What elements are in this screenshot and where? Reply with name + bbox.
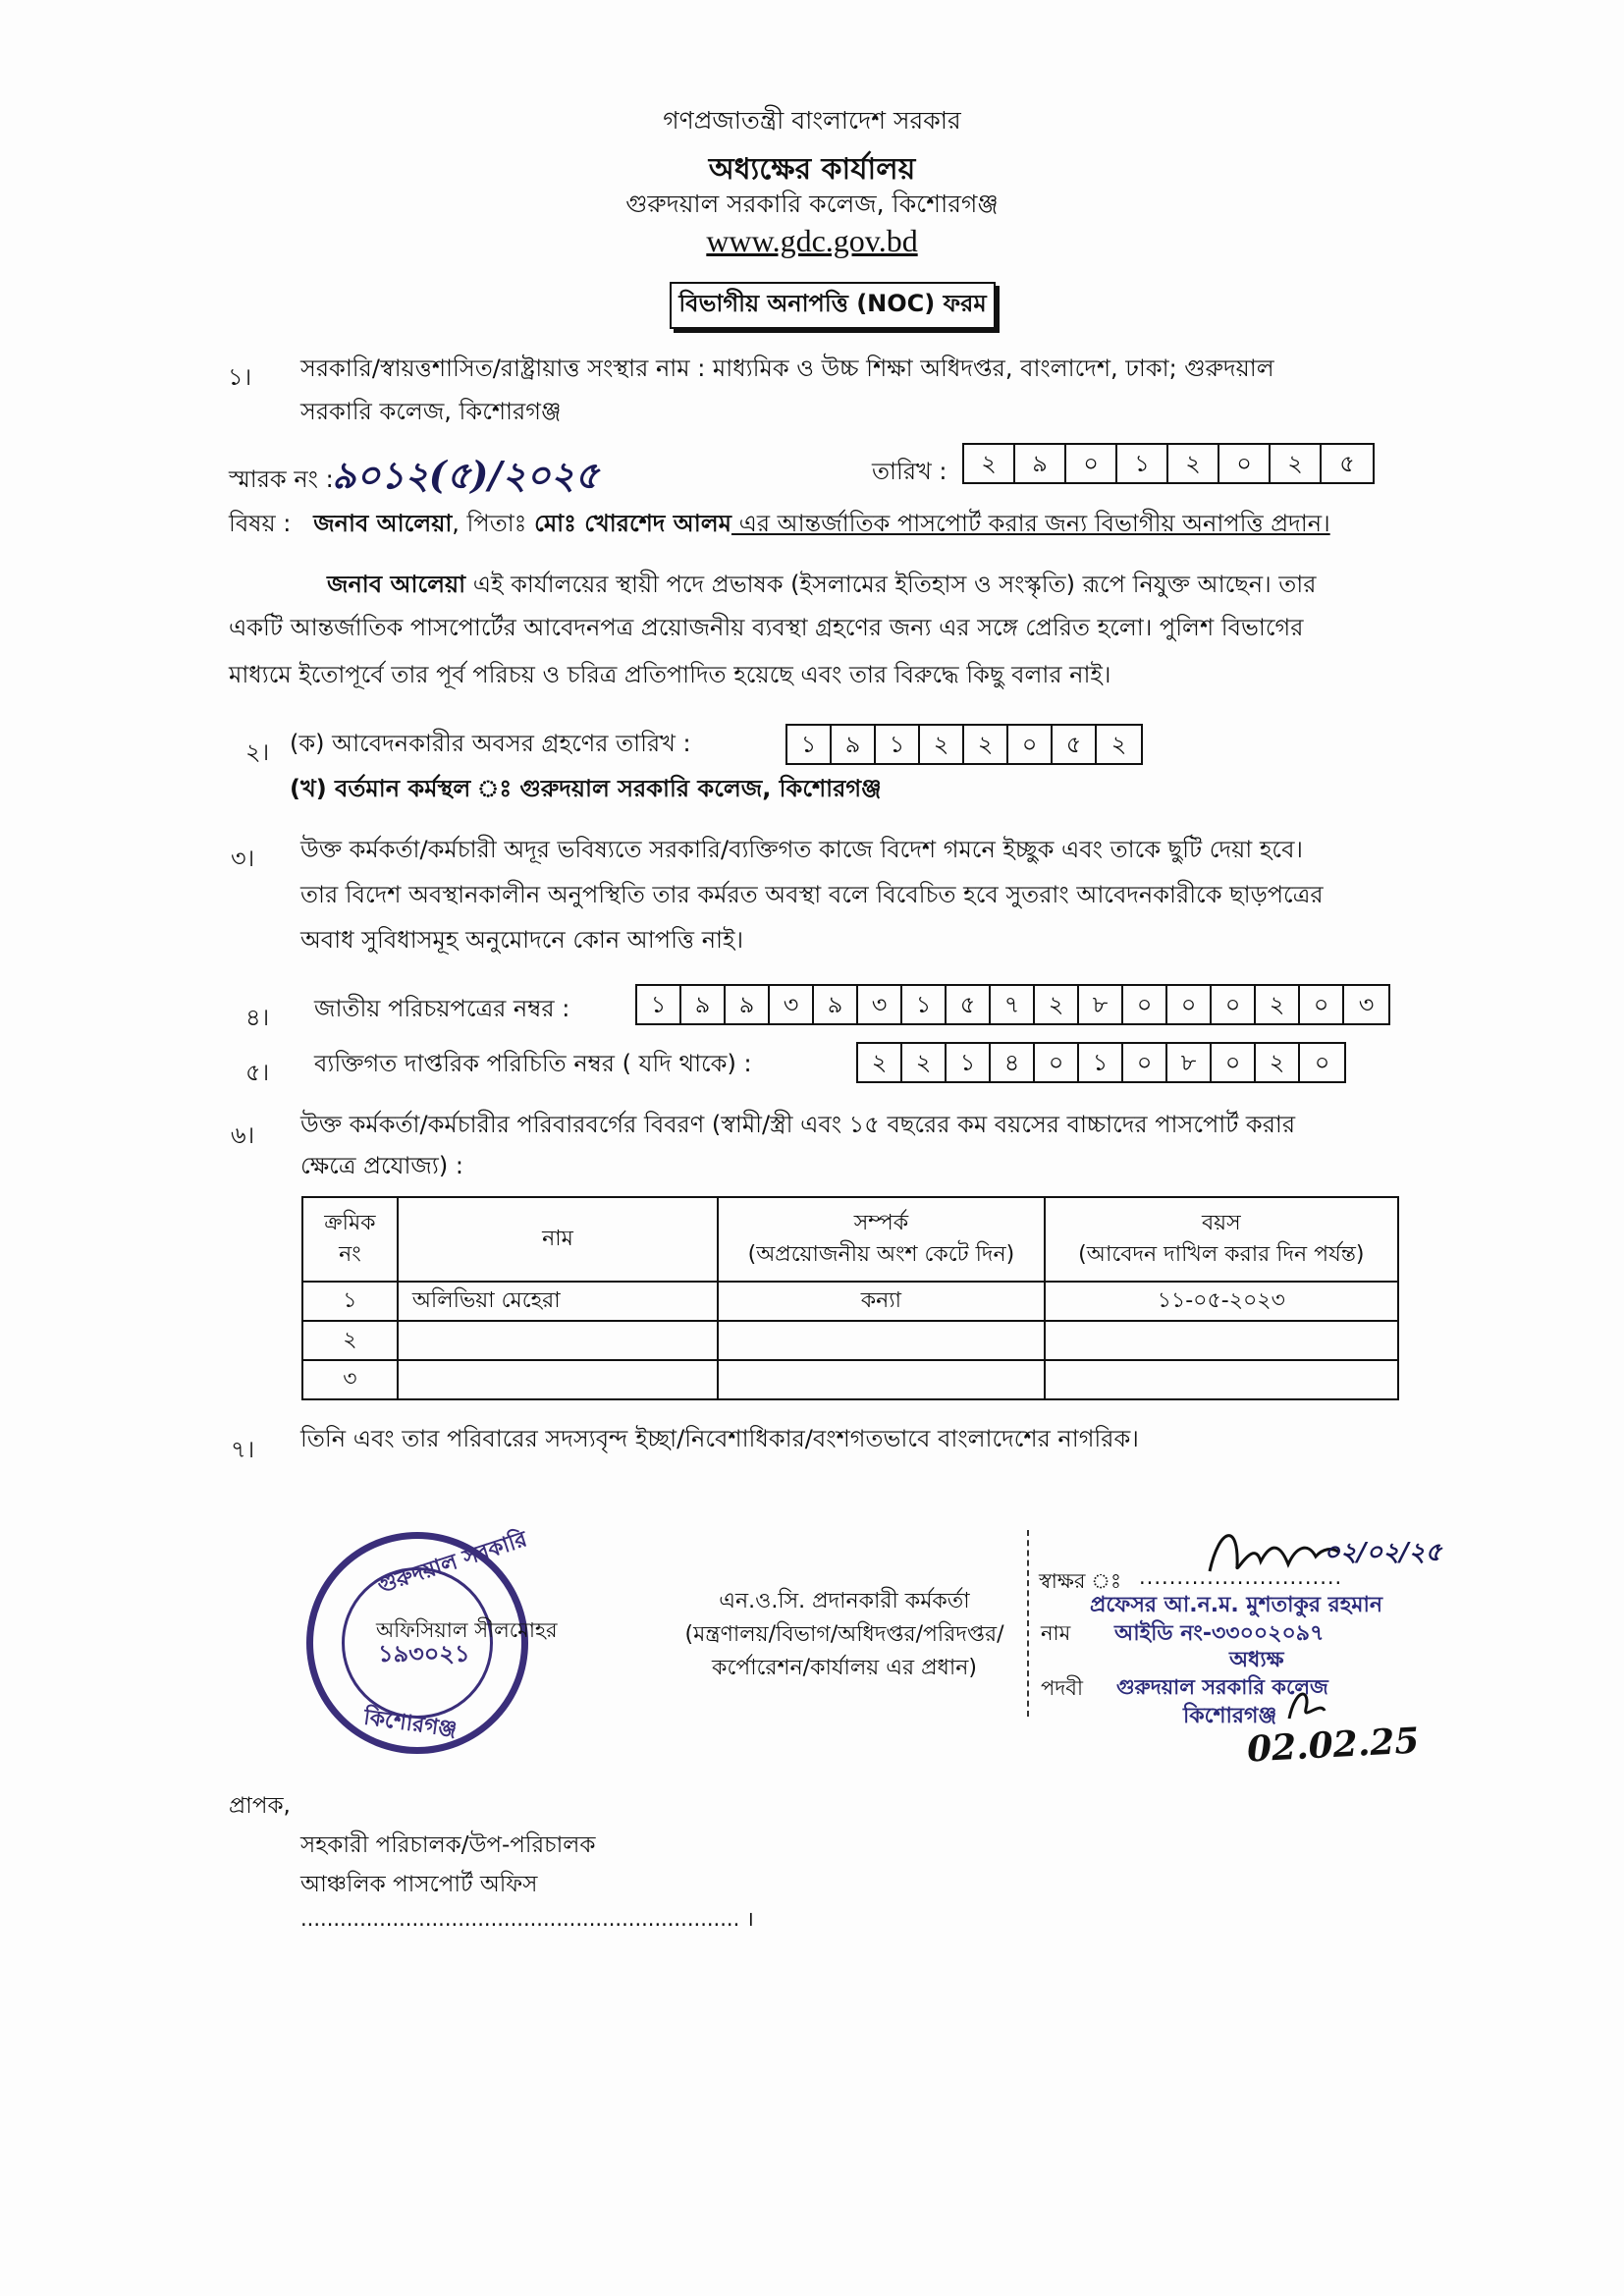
- relation-header-1: সম্পর্ক: [853, 1211, 909, 1235]
- nid-digit: ০: [1212, 986, 1256, 1023]
- item2a-label: (ক) আবেদনকারীর অবসর গ্রহণের তারিখ :: [290, 730, 691, 757]
- nid-digit: ৩: [1358, 991, 1375, 1018]
- row-age: ১১-০৫-২০২৩: [1045, 1282, 1398, 1321]
- official-id-digit: ৮: [1167, 1044, 1212, 1081]
- body-line2: একটি আন্তর্জাতিক পাসপোর্টের আবেদনপত্র প্রয়োজনীয় ব্যবস্থা গ্রহণের জন্য এর সঙ্গে প্রেরিত হলো। পুলিশ বিভাগের: [229, 614, 1304, 641]
- designation-label: পদবী: [1041, 1676, 1083, 1700]
- item4-number: ৪।: [245, 1004, 270, 1031]
- body-line1: [327, 566, 1407, 603]
- nid-digit: ৫: [947, 986, 991, 1023]
- date-digit: ২: [1271, 445, 1322, 482]
- recipient-line2: আঞ্চলিক পাসপোর্ট অফিস: [300, 1872, 538, 1897]
- nid-digit: ০: [1167, 986, 1212, 1023]
- noc-authority-line1: এন.ও.সি. প্রদানকারী কর্মকর্তা: [719, 1589, 970, 1613]
- name-label: নাম: [1041, 1621, 1071, 1645]
- row-age: [1045, 1360, 1398, 1399]
- retire-digit: ২: [1110, 731, 1127, 758]
- item1-line2: সরকারি কলেজ, কিশোরগঞ্জ: [300, 398, 562, 425]
- subject-line: [229, 505, 1407, 542]
- noc-authority-block: [638, 1585, 1051, 1685]
- body-name: জনাব আলেয়া: [327, 571, 466, 598]
- nid-digit: ০: [1300, 986, 1344, 1023]
- row-serial: ৩: [302, 1360, 398, 1399]
- date-digit: ৯: [1015, 445, 1066, 482]
- item7-number: ৭।: [231, 1436, 255, 1463]
- seal-code-text: ১৯৩০২১: [378, 1640, 470, 1667]
- family-table: [301, 1196, 1399, 1400]
- subject-name: জনাব আলেয়া: [313, 510, 453, 537]
- nid-digit: ৮: [1079, 986, 1123, 1023]
- subject-label: বিষয় :: [229, 510, 292, 537]
- signatory-id: আইডি নং-৩৩০০২০৯৭: [1114, 1621, 1325, 1646]
- recipient-line1: সহকারী পরিচালক/উপ-পরিচালক: [300, 1832, 596, 1858]
- signatory-name: প্রফেসর আ.ন.ম. মুশতাকুর রহমান: [1090, 1593, 1383, 1617]
- handwritten-date: 02.02.25: [1246, 1720, 1421, 1771]
- subject-rest: এর আন্তর্জাতিক পাসপোর্ট করার জন্য বিভাগীয় অনাপত্তি প্রদান।: [731, 510, 1330, 537]
- date-digit: ০: [1066, 445, 1117, 482]
- row-relation: [718, 1321, 1044, 1360]
- initial-scribble: [1281, 1681, 1330, 1726]
- retire-digit: ১: [787, 726, 832, 763]
- subject-mid: , পিতাঃ: [452, 510, 535, 537]
- nid-digit: ৩: [858, 986, 902, 1023]
- retire-digit: ০: [1008, 726, 1053, 763]
- retire-digit: ৯: [832, 726, 876, 763]
- government-heading: গণপ্রজাতন্ত্রী বাংলাদেশ সরকার: [663, 106, 961, 135]
- nid-digit: ৯: [681, 986, 726, 1023]
- office-heading: অধ্যক্ষের কার্যালয়: [708, 152, 916, 187]
- official-id-label: ব্যক্তিগত দাপ্তরিক পরিচিতি নম্বর ( যদি থাকে) :: [314, 1050, 752, 1077]
- retire-digit: ২: [920, 726, 964, 763]
- signatory-office-place: কিশোরগঞ্জ: [1183, 1704, 1277, 1728]
- item6-line2: ক্ষেত্রে প্রযোজ্য) :: [300, 1152, 463, 1179]
- retire-digit: ২: [964, 726, 1008, 763]
- item5-number: ৫।: [245, 1059, 270, 1086]
- nid-digit: ২: [1256, 986, 1300, 1023]
- age-header-1: বয়স: [1201, 1211, 1241, 1235]
- retire-digit: ৫: [1053, 726, 1097, 763]
- row-name: অলিভিয়া মেহেরা: [398, 1282, 718, 1321]
- date-digit: ২: [964, 445, 1015, 482]
- nid-digit: ১: [637, 986, 681, 1023]
- age-header-2: (আবেদন দাখিল করার দিন পর্যন্ত): [1078, 1242, 1365, 1267]
- date-label: তারিখ :: [872, 458, 947, 485]
- item3-line3: অবাধ সুবিধাসমূহ অনুমোদনে কোন আপত্তি নাই।: [300, 926, 744, 954]
- date-digit: ২: [1168, 445, 1219, 482]
- official-id-digit: ২: [1256, 1044, 1300, 1081]
- memo-label: স্মারক নং :: [229, 465, 334, 493]
- item2b-workplace: (খ) বর্তমান কর্মস্থল ঃ গুরুদয়াল সরকারি কলেজ, কিশোরগঞ্জ: [290, 775, 882, 802]
- item3-number: ৩।: [231, 845, 255, 872]
- recipient-line3: ................................................................... ।: [300, 1907, 754, 1931]
- official-id-digit: ১: [947, 1044, 991, 1081]
- relation-header-2: (অপ্রয়োজনীয় অংশ কেটে দিন): [747, 1242, 1015, 1267]
- body-line3: মাধ্যমে ইতোপূর্বে তার পূর্ব পরিচয় ও চরিত্র প্রতিপাদিত হয়েছে এবং তার বিরুদ্ধে কিছু বলার নাই।: [229, 661, 1111, 688]
- row-serial: ২: [302, 1321, 398, 1360]
- signatory-office: গুরুদয়াল সরকারি কলেজ: [1116, 1675, 1328, 1699]
- recipient-blank: ...................................................................: [300, 1907, 740, 1931]
- nid-digit: ২: [1035, 986, 1079, 1023]
- nid-digit: ৩: [770, 986, 814, 1023]
- row-name: [398, 1321, 718, 1360]
- signatory-designation: অধ্যক্ষ: [1229, 1648, 1284, 1672]
- official-id-digit: ২: [902, 1044, 947, 1081]
- nid-boxes: [635, 984, 1390, 1025]
- col-relation: [718, 1197, 1044, 1282]
- col-name: নাম: [398, 1197, 718, 1282]
- official-id-digit: ৪: [991, 1044, 1035, 1081]
- signature-separator: [1027, 1530, 1029, 1717]
- row-age: [1045, 1321, 1398, 1360]
- official-id-digit: ০: [1212, 1044, 1256, 1081]
- noc-authority-line2: (মন্ত্রণালয়/বিভাগ/অধিদপ্তর/পরিদপ্তর/: [684, 1622, 1004, 1647]
- seal-top-text: গুরুদয়াল সরকারি: [374, 1527, 530, 1599]
- retire-digit: ১: [876, 726, 920, 763]
- signature-date: ০২/০২/২৫: [1324, 1538, 1442, 1567]
- item3-line2: তার বিদেশ অবস্থানকালীন অনুপস্থিতি তার কর্মরত অবস্থা বলে বিবেচিত হবে সুতরাং আবেদনকারীকে ছাড়পত্রের: [300, 881, 1324, 908]
- nid-digit: ৯: [726, 986, 770, 1023]
- row-name: [398, 1360, 718, 1399]
- item6-number: ৬।: [231, 1121, 255, 1149]
- item7-text: তিনি এবং তার পরিবারের সদস্যবৃন্দ ইচ্ছা/নিবেশাধিকার/বংশগতভাবে বাংলাদেশের নাগরিক।: [300, 1425, 1139, 1452]
- date-boxes: [962, 443, 1375, 484]
- official-seal-label: অফিসিয়াল সীলমোহর: [376, 1618, 558, 1642]
- subject-father: মোঃ খোরশেদ আলম: [534, 510, 731, 537]
- nid-label: জাতীয় পরিচয়পত্রের নম্বর :: [314, 995, 570, 1022]
- noc-authority-line3: কর্পোরেশন/কার্যালয় এর প্রধান): [712, 1656, 977, 1680]
- table-row: [302, 1321, 1398, 1360]
- memo-number: ৯০১২(৫)/২০২৫: [332, 453, 600, 497]
- retirement-date-boxes: [785, 724, 1143, 765]
- website-link[interactable]: www.gdc.gov.bd: [706, 223, 918, 258]
- row-serial: ১: [302, 1282, 398, 1321]
- item6-line1: উক্ত কর্মকর্তা/কর্মচারীর পরিবারবর্গের বিবরণ (স্বামী/স্ত্রী এবং ১৫ বছরের কম বয়সের বাচ্চাদের পাসপোর্ট করার: [300, 1111, 1296, 1138]
- seal-bottom-text: কিশোরগঞ্জ: [361, 1705, 459, 1743]
- nid-digit: ৭: [991, 986, 1035, 1023]
- body-line1-rest: এই কার্যালয়ের স্থায়ী পদে প্রভাষক (ইসলামের ইতিহাস ও সংস্কৃতি) রূপে নিযুক্ত আছেন। তার: [465, 571, 1317, 598]
- serial-header-2: নং: [339, 1242, 361, 1267]
- official-id-digit: ২: [858, 1044, 902, 1081]
- official-id-digit: ০: [1035, 1044, 1079, 1081]
- recipient-label: প্রাপক,: [229, 1793, 291, 1819]
- nid-digit: ১: [902, 986, 947, 1023]
- date-digit: ০: [1219, 445, 1271, 482]
- nid-digit: ০: [1123, 986, 1167, 1023]
- table-row: [302, 1360, 1398, 1399]
- nid-digit: ৯: [814, 986, 858, 1023]
- signature-label: স্বাক্ষর ঃ: [1039, 1569, 1122, 1593]
- official-id-boxes: [856, 1042, 1346, 1083]
- item2-number: ২।: [245, 738, 270, 766]
- row-relation: [718, 1360, 1044, 1399]
- serial-header-1: ক্রমিক: [324, 1211, 376, 1235]
- family-table-header: [302, 1197, 1398, 1282]
- col-serial: [302, 1197, 398, 1282]
- official-id-digit: ১: [1079, 1044, 1123, 1081]
- form-title: বিভাগীয় অনাপত্তি (NOC) ফরম: [670, 282, 996, 329]
- col-age: [1045, 1197, 1398, 1282]
- item3-line1: উক্ত কর্মকর্তা/কর্মচারী অদূর ভবিষ্যতে সরকারি/ব্যক্তিগত কাজে বিদেশ গমনে ইচ্ছুক এবং তাকে ছুটি দেয়া হবে।: [300, 836, 1304, 863]
- item1-line1: সরকারি/স্বায়ত্তশাসিত/রাষ্ট্রায়াত্ত সংস্থার নাম : মাধ্যমিক ও উচ্চ শিক্ষা অধিদপ্তর, বাংলাদেশ, ঢাকা; গুরুদয়াল: [300, 355, 1274, 382]
- date-digit: ১: [1117, 445, 1168, 482]
- date-digit: ৫: [1339, 450, 1355, 477]
- official-id-digit: ০: [1123, 1044, 1167, 1081]
- table-row: [302, 1282, 1398, 1321]
- row-relation: কন্যা: [718, 1282, 1044, 1321]
- official-id-digit: ০: [1314, 1049, 1330, 1076]
- item1-number: ১।: [228, 363, 252, 391]
- college-heading: গুরুদয়াল সরকারি কলেজ, কিশোরগঞ্জ: [625, 190, 999, 218]
- signature-dots: ...........................: [1139, 1565, 1343, 1589]
